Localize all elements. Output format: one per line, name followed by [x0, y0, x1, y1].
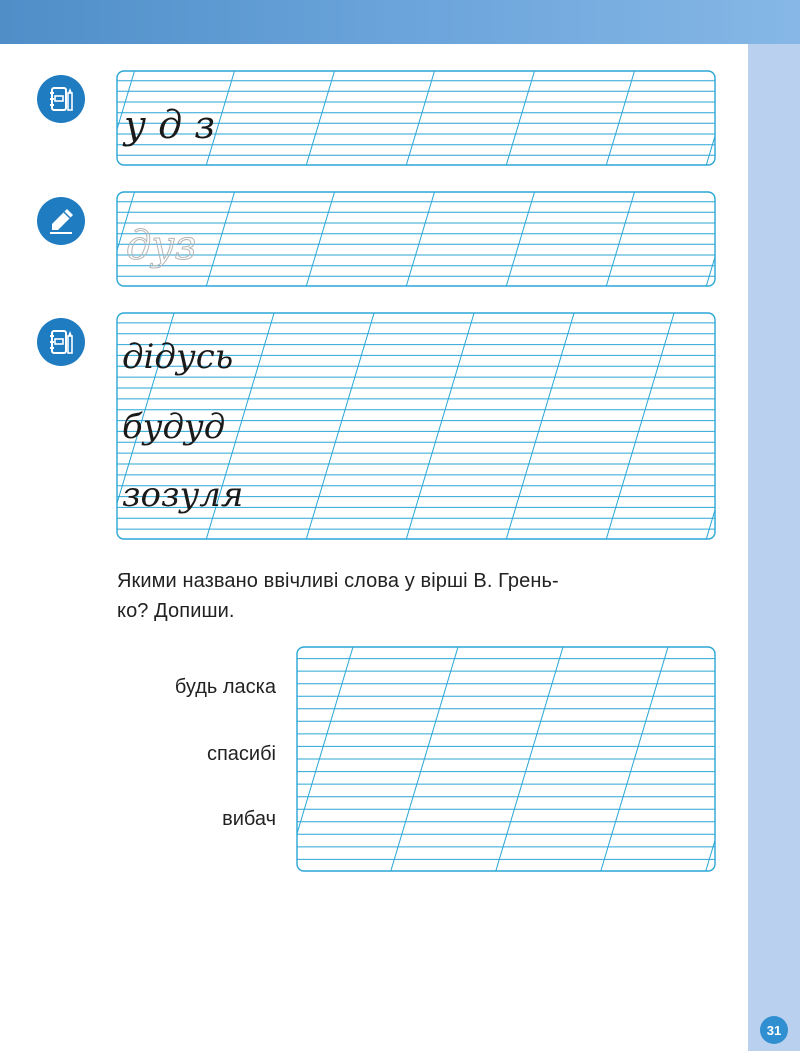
handwritten-word: зозуля	[122, 475, 244, 515]
writing-grid-4[interactable]	[296, 646, 716, 872]
sample-letters: у д з	[124, 103, 216, 147]
question-line-1: Якими названо ввічливі слова у вірші В. Грень-	[117, 570, 559, 592]
trace-letters: дуз	[126, 223, 197, 269]
handwritten-word: дідусь	[122, 337, 234, 377]
polite-word: будь ласка	[174, 676, 276, 698]
notebook-icon	[37, 75, 85, 123]
side-margin-strip	[748, 44, 800, 1051]
handwritten-word: будуд	[122, 407, 226, 447]
polite-word: спасибі	[206, 743, 276, 765]
question-text	[117, 566, 727, 626]
polite-word: вибач	[222, 808, 276, 830]
question-line-2: ко? Допиши.	[117, 600, 235, 622]
notebook-icon	[37, 318, 85, 366]
header-band	[0, 0, 800, 44]
pen-icon	[37, 197, 85, 245]
page-number: 31	[760, 1016, 788, 1044]
